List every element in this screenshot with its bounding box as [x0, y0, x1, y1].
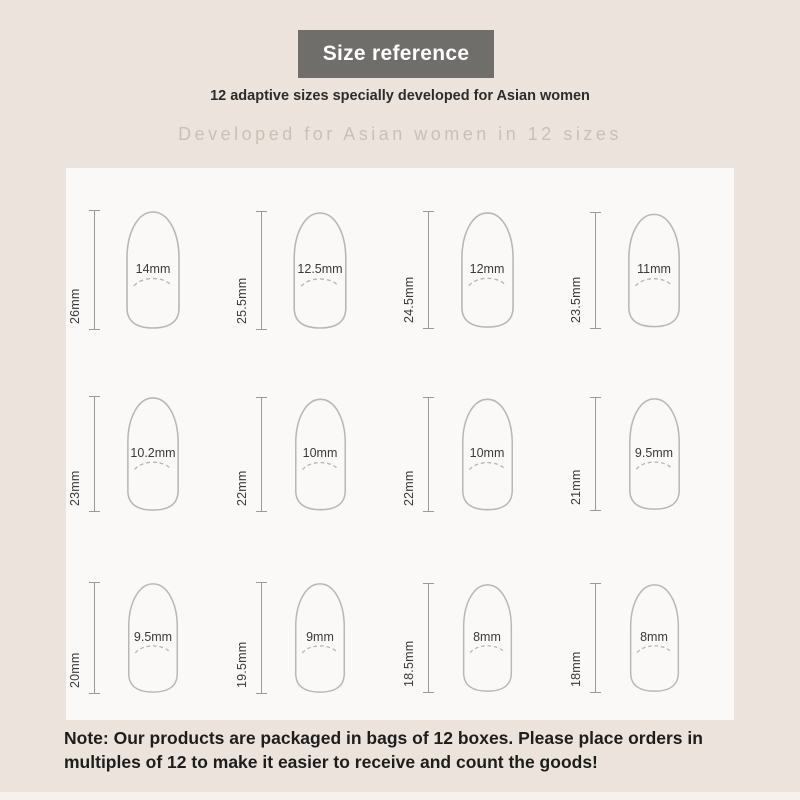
page-title: Size reference: [322, 42, 470, 65]
length-ruler: [94, 582, 95, 694]
width-label: 9.5mm: [133, 630, 173, 645]
subtitle-faint: Developed for Asian women in 12 sizes: [178, 124, 622, 144]
width-label: 14mm: [135, 261, 171, 276]
length-ruler: [261, 397, 262, 512]
size-cell: [400, 176, 567, 360]
width-label: 8mm: [640, 630, 668, 645]
length-label: 24.5mm: [402, 276, 416, 323]
width-label: 11mm: [637, 261, 671, 276]
footer-strip: [0, 792, 800, 800]
length-ruler: [595, 212, 596, 329]
length-ruler: [261, 582, 262, 694]
size-cell: [233, 360, 400, 544]
size-cell: [567, 176, 734, 360]
length-ruler: [428, 211, 429, 329]
size-cell: [400, 544, 567, 728]
width-label: 12mm: [469, 261, 505, 276]
length-label: 18mm: [569, 651, 583, 687]
length-label: 23.5mm: [569, 276, 583, 323]
header: [0, 0, 800, 168]
size-cell: [66, 544, 233, 728]
width-label: 12.5mm: [297, 261, 343, 276]
width-label: 10.2mm: [130, 445, 176, 460]
length-ruler: [595, 583, 596, 693]
length-ruler: [261, 211, 262, 330]
size-grid: [66, 168, 734, 720]
width-label: 8mm: [473, 630, 501, 645]
packaging-note: Note: Our products are packaged in bags of 12 boxes. Please place orders in multiples of 12 to make it easier to receive and count the goods!: [64, 728, 703, 773]
length-ruler: [428, 397, 429, 512]
size-chart-panel: [66, 168, 734, 720]
length-label: 22mm: [235, 469, 249, 506]
length-label: 19.5mm: [235, 641, 249, 688]
length-label: 21mm: [569, 469, 583, 505]
size-cell: [567, 544, 734, 728]
size-cell: [233, 544, 400, 728]
length-label: 22mm: [402, 469, 416, 506]
length-label: 23mm: [68, 470, 82, 506]
size-cell: [233, 176, 400, 360]
length-label: 26mm: [68, 288, 82, 324]
length-ruler: [595, 397, 596, 511]
width-label: 9.5mm: [634, 446, 674, 461]
size-cell: [567, 360, 734, 544]
length-label: 25.5mm: [235, 277, 249, 324]
size-cell: [400, 360, 567, 544]
size-cell: [66, 360, 233, 544]
page-title-band: [298, 30, 494, 78]
width-label: 10mm: [302, 445, 338, 460]
width-label: 10mm: [469, 445, 505, 460]
length-ruler: [94, 396, 95, 512]
length-ruler: [94, 210, 95, 330]
length-label: 20mm: [68, 652, 82, 688]
subtitle-bold: 12 adaptive sizes specially developed for Asian women: [210, 88, 590, 104]
width-label: 9mm: [306, 630, 334, 645]
length-ruler: [428, 583, 429, 693]
size-cell: [66, 176, 233, 360]
length-label: 18.5mm: [402, 640, 416, 687]
